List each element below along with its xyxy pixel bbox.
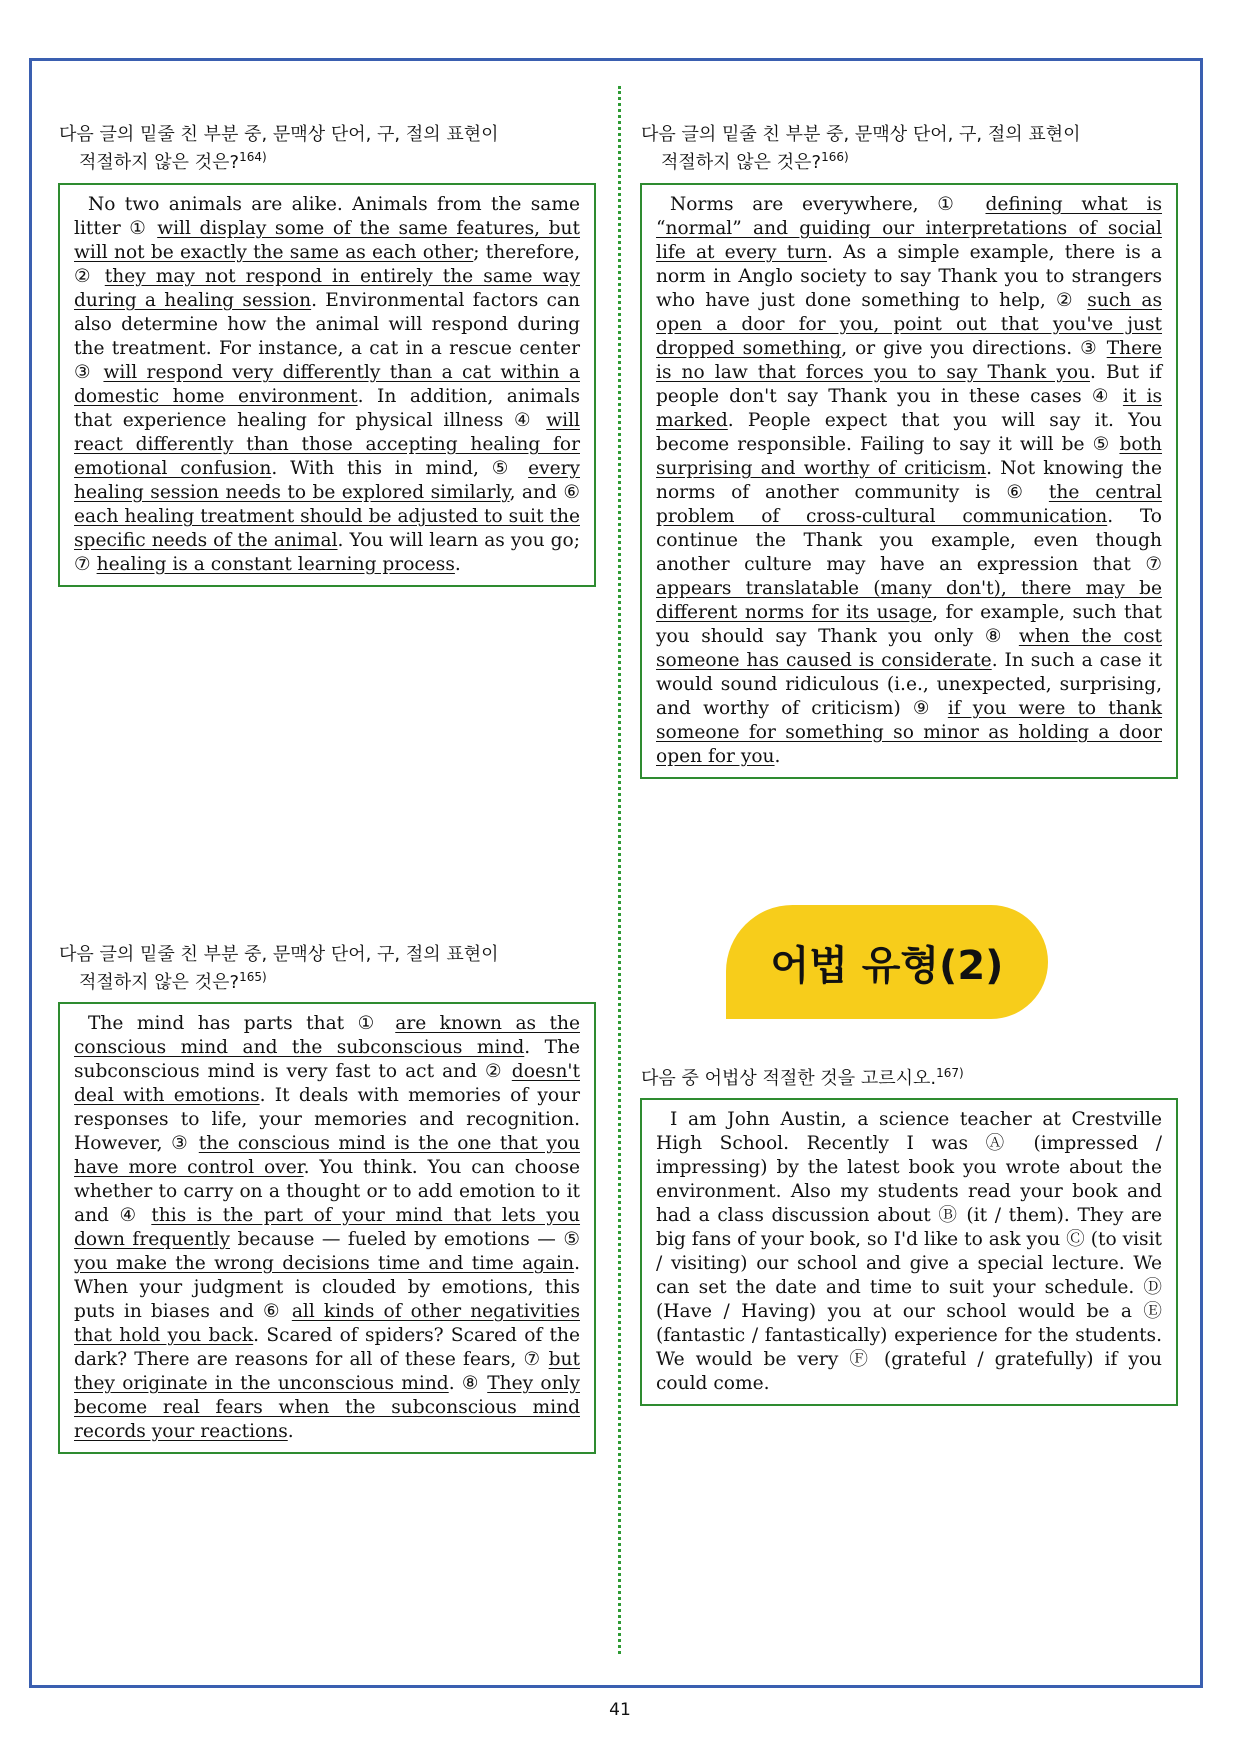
- underlined-phrase: doesn't deal with emotions: [74, 1061, 580, 1106]
- page-number: 41: [609, 1700, 631, 1720]
- underlined-phrase: if you were to thank someone for something so minor as holding a door open for you: [656, 698, 1162, 767]
- underlined-phrase: all kinds of other negativities that hold you back: [74, 1301, 580, 1346]
- passage-segment: . Environmental factors can also determine how the animal will respond during the treatment. For instance, a cat in a rescue center ③: [74, 290, 580, 383]
- footnote-number: 167): [936, 1066, 964, 1080]
- passage-165: [58, 1002, 596, 1454]
- passage-segment: , or give you directions. ③: [841, 338, 1107, 359]
- passage-segment: . But if people don't say Thank you in these cases ④: [656, 362, 1162, 407]
- question-167: [641, 1062, 1181, 1090]
- passage-segment: , for example, such that you should say Thank you only ⑧: [656, 602, 1162, 647]
- question-165: [59, 944, 599, 994]
- passage-segment: . Scared of spiders? Scared of the dark? There are reasons for all of these fears, ⑦: [74, 1325, 580, 1370]
- underlined-phrase: but they originate in the unconscious mind: [74, 1349, 580, 1394]
- underlined-phrase: healing is a constant learning process: [96, 554, 455, 575]
- footnote-number: 165): [239, 970, 267, 984]
- passage-segment: .: [774, 746, 781, 767]
- passage-segment: .: [454, 554, 461, 575]
- passage-segment: The mind has parts that ①: [88, 1013, 396, 1034]
- underlined-phrase: defining what is “normal” and guiding our interpretations of social life at every turn: [656, 194, 1162, 263]
- passage-segment: . In such a case it would sound ridiculous (i.e., unexpected, surprising, and worthy of criticism) ⑨: [656, 650, 1162, 719]
- passage-segment: . You will learn as you go; ⑦: [74, 530, 580, 575]
- underlined-phrase: will display some of the same features, but will not be exactly the same as each other: [74, 218, 580, 263]
- underlined-phrase: such as open a door for you, point out that you've just dropped something: [656, 290, 1163, 359]
- underlined-phrase: There is no law that forces you to say Thank you: [656, 338, 1162, 383]
- underlined-phrase: it is marked: [656, 386, 1162, 431]
- underlined-phrase: will respond very differently than a cat within a domestic home environment: [74, 362, 580, 407]
- underlined-phrase: They only become real fears when the subconscious mind records your reactions: [74, 1373, 580, 1442]
- question-line2: 적절하지 않은 것은?: [79, 972, 240, 993]
- passage-segment: No two animals are alike. Animals from the same litter ①: [74, 194, 580, 239]
- underlined-phrase: the central problem of cross-cultural communication: [656, 482, 1162, 527]
- underlined-phrase: appears translatable (many don't), there may be different norms for its usage: [656, 578, 1162, 623]
- passage-text: [656, 193, 1162, 769]
- passage-segment: because — fueled by emotions — ⑤: [230, 1229, 580, 1250]
- question-line1: 다음 중 어법상 적절한 것을 고르시오.: [641, 1068, 937, 1089]
- underlined-phrase: each healing treatment should be adjusted to suit the specific needs of the animal: [74, 506, 580, 551]
- passage-segment: . It deals with memories of your responses to life, your memories and recognition. However, ③: [74, 1085, 580, 1154]
- question-line2: 적절하지 않은 것은?: [661, 152, 822, 173]
- passage-167: [640, 1098, 1178, 1406]
- passage-segment: . Not knowing the norms of another community is ⑥: [656, 458, 1162, 503]
- passage-text: [656, 1108, 1162, 1396]
- underlined-phrase: the conscious mind is the one that you have more control over: [74, 1133, 580, 1178]
- passage-segment: I am John Austin, a science teacher at Crestville High School. Recently I was Ⓐ (impressed / impressing) by the latest book you wrote about the environment. Also my students read your book and had a class discussion about Ⓑ (it / them). They are big fans of your book, so I'd like to ask you Ⓒ (to visit / visiting) our school and give a special lecture. We can set the date and time to suit your schedule. Ⓓ (Have / Having) you at our school would be a Ⓔ (fantastic / fantastically) experience for the students. We would be very Ⓕ (grateful / gratefully) if you could come.: [656, 1109, 1162, 1394]
- passage-segment: , and ⑥: [509, 482, 580, 503]
- section-title-badge: [726, 905, 1048, 1019]
- passage-segment: ; therefore, ②: [74, 242, 580, 287]
- passage-166: [640, 183, 1178, 779]
- underlined-phrase: this is the part of your mind that lets you down frequently: [74, 1205, 581, 1250]
- footnote-number: 164): [239, 150, 267, 164]
- passage-segment: . ⑧: [448, 1373, 488, 1394]
- question-line1: 다음 글의 밑줄 친 부분 중, 문맥상 단어, 구, 절의 표현이: [59, 124, 499, 145]
- question-line2: 적절하지 않은 것은?: [79, 152, 240, 173]
- question-line1: 다음 글의 밑줄 친 부분 중, 문맥상 단어, 구, 절의 표현이: [59, 944, 499, 965]
- passage-segment: . With this in mind, ⑤: [271, 458, 529, 479]
- passage-segment: Norms are everywhere, ①: [670, 194, 986, 215]
- question-164: [59, 124, 599, 174]
- section-title: 어법 유형(2): [770, 942, 1004, 989]
- underlined-phrase: are known as the conscious mind and the subconscious mind: [74, 1013, 580, 1058]
- passage-segment: . The subconscious mind is very fast to act and ②: [74, 1037, 580, 1082]
- underlined-phrase: will react differently than those accepting healing for emotional confusion: [74, 410, 580, 479]
- passage-segment: . People expect that you will say it. You become responsible. Failing to say it will be ⑤: [656, 410, 1162, 455]
- passage-segment: . When your judgment is clouded by emotions, this puts in biases and ⑥: [74, 1253, 580, 1322]
- question-line1: 다음 글의 밑줄 친 부분 중, 문맥상 단어, 구, 절의 표현이: [641, 124, 1081, 145]
- passage-segment: . You think. You can choose whether to carry on a thought or to add emotion to it and ④: [74, 1157, 580, 1226]
- underlined-phrase: you make the wrong decisions time and time again: [74, 1253, 575, 1274]
- underlined-phrase: when the cost someone has caused is considerate: [656, 626, 1162, 671]
- underlined-phrase: they may not respond in entirely the same way during a healing session: [74, 266, 580, 311]
- passage-text: [74, 193, 580, 577]
- passage-segment: . In addition, animals that experience healing for physical illness ④: [74, 386, 580, 431]
- passage-segment: . To continue the Thank you example, even though another culture may have an expression that ⑦: [656, 506, 1162, 575]
- passage-text: [74, 1012, 580, 1444]
- footnote-number: 166): [821, 150, 849, 164]
- underlined-phrase: every healing session needs to be explored similarly: [74, 458, 580, 503]
- passage-164: [58, 183, 596, 587]
- passage-segment: .: [287, 1421, 294, 1442]
- question-166: [641, 124, 1181, 174]
- underlined-phrase: both surprising and worthy of criticism: [656, 434, 1162, 479]
- column-divider: [618, 86, 621, 1654]
- passage-segment: . As a simple example, there is a norm in Anglo society to say Thank you to strangers who have just done something to help, ②: [656, 242, 1162, 311]
